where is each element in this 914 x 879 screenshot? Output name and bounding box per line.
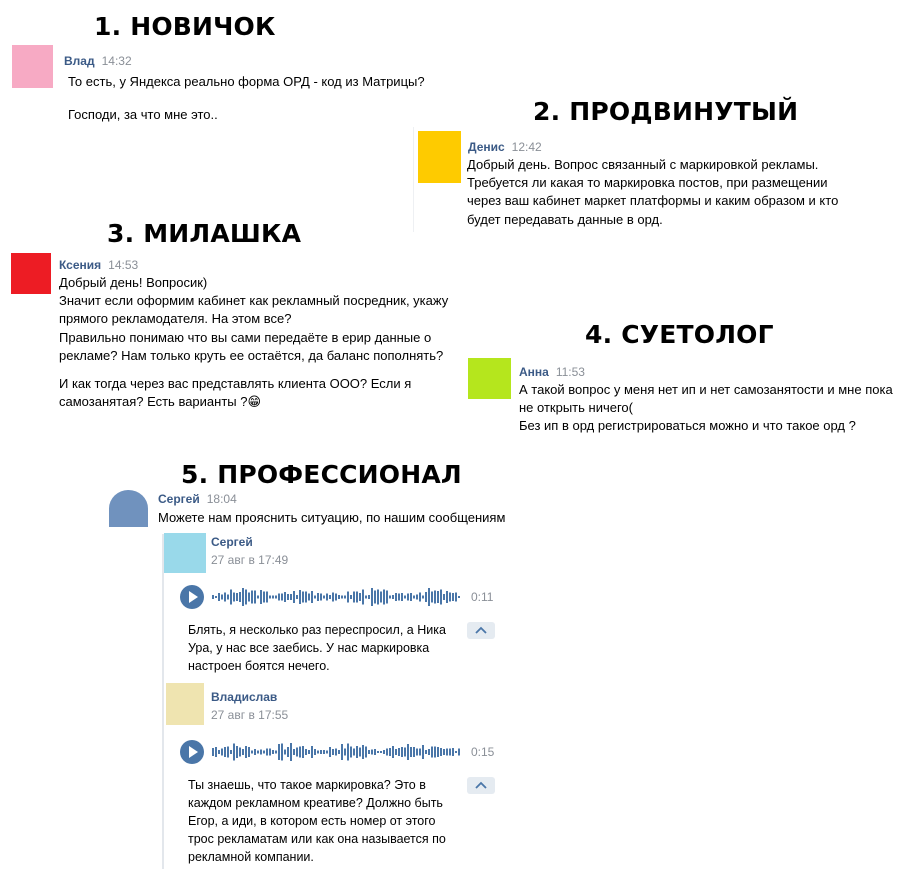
waveform-bar <box>374 591 376 604</box>
waveform-bar <box>245 746 247 758</box>
waveform-bar <box>326 751 328 754</box>
waveform-bar <box>242 749 244 755</box>
waveform-bar <box>356 592 358 603</box>
forwarded-author[interactable]: Сергей <box>211 535 253 549</box>
waveform-bar <box>437 747 439 757</box>
waveform-bar <box>422 596 424 599</box>
waveform-bar <box>380 592 382 603</box>
waveform-bar <box>269 596 271 599</box>
waveform-bar <box>401 593 403 601</box>
message-paragraph: Добрый день. Вопрос связанный с маркировкой рекламы. Требуется ли какая то маркировка постов, при размещении через ваш кабинет маркет платформы и каким образом и кто будет передавать данные в орд. <box>467 157 839 227</box>
waveform-bar <box>395 749 397 755</box>
waveform-bar <box>359 748 361 757</box>
waveform-bar <box>371 588 373 606</box>
waveform-bar <box>452 593 454 601</box>
waveform-bar <box>263 751 265 754</box>
author-name[interactable]: Влад <box>64 54 95 68</box>
waveform-bar <box>326 594 328 601</box>
waveform-bar <box>383 750 385 754</box>
waveform-bar <box>407 594 409 601</box>
waveform-bar <box>356 746 358 758</box>
waveform-bar <box>443 749 445 755</box>
waveform-bar <box>455 751 457 753</box>
waveform-bar <box>308 594 310 601</box>
waveform-bar <box>290 594 292 600</box>
waveform-bar <box>341 744 343 760</box>
waveform-bar <box>338 750 340 754</box>
waveform-bar <box>323 750 325 754</box>
message-time: 11:53 <box>555 365 585 379</box>
message-text <box>59 274 454 411</box>
waveform-bar <box>236 746 238 758</box>
waveform-bar <box>218 750 220 754</box>
divider <box>413 127 414 232</box>
waveform[interactable] <box>212 741 462 763</box>
message-time: 18:04 <box>206 492 237 506</box>
waveform-bar <box>422 745 424 759</box>
message-meta <box>519 365 585 379</box>
waveform-bar <box>350 595 352 599</box>
author-name[interactable]: Ксения <box>59 258 102 272</box>
waveform-bar <box>257 751 259 754</box>
waveform-bar <box>404 596 406 599</box>
heading-advanced: 2. ПРОДВИНУТЫЙ <box>533 97 799 126</box>
message-paragraph: То есть, у Яндекса реально форма ОРД - код из Матрицы? <box>68 74 425 89</box>
waveform-bar <box>431 747 433 758</box>
waveform-bar <box>299 747 301 758</box>
play-icon[interactable] <box>180 585 204 609</box>
forwarded-border <box>162 534 164 869</box>
message-paragraph: Без ип в орд регистрироваться можно и что такое орд ? <box>519 418 856 434</box>
waveform-bar <box>440 748 442 756</box>
waveform-bar <box>320 750 322 754</box>
waveform-bar <box>332 593 334 602</box>
message-time: 14:32 <box>101 54 132 68</box>
waveform-bar <box>314 596 316 599</box>
voice-transcript: Блять, я несколько раз переспросил, а Ника Ура, у нас все заебись. У нас маркировка настроен боятся нечего. <box>188 623 446 673</box>
waveform-bar <box>272 596 274 599</box>
waveform-bar <box>359 593 361 601</box>
waveform-bar <box>353 749 355 756</box>
waveform-bar <box>302 592 304 603</box>
waveform-bar <box>248 747 250 757</box>
waveform-bar <box>266 592 268 603</box>
waveform-bar <box>455 593 457 602</box>
author-name[interactable]: Анна <box>519 365 549 379</box>
waveform-bar <box>431 592 433 603</box>
waveform-bar <box>212 748 214 756</box>
avatar[interactable] <box>12 45 53 88</box>
waveform-bar <box>368 595 370 599</box>
waveform-bar <box>353 592 355 603</box>
waveform-bar <box>386 749 388 756</box>
waveform-bar <box>341 596 343 599</box>
waveform-bar <box>425 750 427 754</box>
message-text <box>68 73 448 124</box>
waveform-bar <box>239 748 241 757</box>
message-meta <box>64 54 132 68</box>
waveform-bar <box>302 746 304 758</box>
message-paragraph: Значит если оформим кабинет как рекламный посредник, укажу прямого рекламодателя. На этом все? <box>59 293 449 327</box>
waveform-bar <box>296 748 298 757</box>
waveform-bar <box>287 747 289 757</box>
waveform-bar <box>338 595 340 599</box>
waveform-bar <box>311 746 313 758</box>
waveform-bar <box>242 588 244 606</box>
waveform-bar <box>305 749 307 755</box>
waveform-bar <box>428 749 430 755</box>
chevron-up-icon <box>475 781 487 789</box>
waveform-bar <box>449 749 451 756</box>
waveform-bar <box>395 593 397 601</box>
message-text <box>467 156 862 229</box>
waveform-bar <box>329 595 331 599</box>
waveform-bar <box>299 590 301 604</box>
waveform-bar <box>320 594 322 601</box>
waveform-bar <box>416 749 418 756</box>
waveform-bar <box>416 595 418 600</box>
heading-professional: 5. ПРОФЕССИОНАЛ <box>181 460 462 489</box>
waveform-bar <box>296 595 298 599</box>
avatar[interactable] <box>418 131 461 183</box>
waveform-bar <box>443 594 445 600</box>
waveform-bar <box>263 592 265 603</box>
waveform-bar <box>368 750 370 754</box>
waveform-bar <box>425 592 427 602</box>
waveform-bar <box>365 596 367 599</box>
avatar[interactable] <box>11 253 51 294</box>
waveform-bar <box>251 751 253 754</box>
audio-duration: 0:11 <box>471 590 494 604</box>
waveform-bar <box>452 748 454 756</box>
waveform-bar <box>314 749 316 755</box>
waveform-bar <box>287 594 289 600</box>
waveform-bar <box>371 750 373 755</box>
play-icon[interactable] <box>180 740 204 764</box>
waveform-bar <box>323 596 325 599</box>
waveform-bar <box>413 596 415 599</box>
waveform-bar <box>458 749 460 756</box>
waveform-bar <box>380 751 382 753</box>
waveform-bar <box>344 749 346 756</box>
waveform-bar <box>227 747 229 758</box>
waveform-bar <box>281 594 283 601</box>
forwarded-author[interactable]: Владислав <box>211 690 278 704</box>
waveform-bar <box>254 749 256 755</box>
waveform-bar <box>290 743 292 761</box>
waveform-bar <box>437 591 439 603</box>
message-meta <box>59 258 138 272</box>
avatar[interactable] <box>468 358 511 399</box>
heading-novice: 1. НОВИЧОК <box>94 12 276 41</box>
waveform-bar <box>260 750 262 755</box>
forwarded-date[interactable]: 27 авг в 17:55 <box>211 708 289 722</box>
waveform-bar <box>293 749 295 755</box>
message-paragraph: Правильно понимаю что вы сами передаёте в ерир данные о рекламе? Нам только круть ее остаётся, да баланс пополнять? <box>59 329 444 363</box>
forwarded-avatar[interactable] <box>164 533 206 573</box>
waveform[interactable] <box>212 586 462 608</box>
waveform-bar <box>254 591 256 604</box>
waveform-bar <box>383 590 385 605</box>
waveform-bar <box>293 591 295 603</box>
waveform-bar <box>440 590 442 605</box>
waveform-bar <box>344 596 346 599</box>
waveform-bar <box>230 750 232 754</box>
avatar[interactable] <box>109 490 148 527</box>
collapse-transcript-button[interactable] <box>467 622 495 639</box>
message-time: 14:53 <box>108 258 139 272</box>
waveform-bar <box>248 593 250 602</box>
waveform-bar <box>392 595 394 599</box>
waveform-bar <box>272 750 274 754</box>
waveform-bar <box>392 746 394 758</box>
waveform-bar <box>221 595 223 600</box>
message-paragraph: И как тогда через вас представлять клиента ООО? Если я самозанятая? Есть варианты ?😁 <box>59 376 412 410</box>
waveform-bar <box>245 590 247 605</box>
waveform-bar <box>449 593 451 602</box>
message-meta <box>158 492 237 506</box>
waveform-bar <box>236 593 238 601</box>
waveform-bar <box>230 590 232 605</box>
waveform-bar <box>224 593 226 602</box>
waveform-bar <box>227 595 229 600</box>
waveform-bar <box>215 747 217 757</box>
waveform-bar <box>335 594 337 601</box>
waveform-bar <box>260 590 262 604</box>
waveform-bar <box>329 747 331 757</box>
waveform-bar <box>389 748 391 756</box>
author-name[interactable]: Сергей <box>158 492 200 506</box>
author-name[interactable]: Денис <box>468 140 505 154</box>
waveform-bar <box>410 593 412 601</box>
waveform-bar <box>347 592 349 603</box>
heading-cutie: 3. МИЛАШКА <box>107 219 302 248</box>
waveform-bar <box>332 749 334 755</box>
waveform-bar <box>311 591 313 603</box>
waveform-bar <box>275 751 277 754</box>
waveform-bar <box>269 749 271 756</box>
message-paragraph: Господи, за что мне это.. <box>68 107 218 123</box>
waveform-bar <box>215 596 217 598</box>
message-paragraph: Добрый день! Вопросик) <box>59 275 208 290</box>
waveform-bar <box>233 593 235 602</box>
message-paragraph: Можете нам прояснить ситуацию, по нашим сообщениям <box>158 510 506 525</box>
waveform-bar <box>239 592 241 602</box>
voice-transcript: Ты знаешь, что такое маркировка? Это в каждом рекламном креативе? Должно быть Егор, а иди, в котором есть номер от этого трос рекламатам или как она называется по рекламной компании. <box>188 778 446 864</box>
waveform-bar <box>347 744 349 761</box>
waveform-bar <box>419 593 421 602</box>
waveform-bar <box>284 592 286 602</box>
waveform-bar <box>278 594 280 601</box>
message-text <box>519 381 909 436</box>
waveform-bar <box>365 747 367 758</box>
audio-duration: 0:15 <box>471 745 495 759</box>
message-time: 12:42 <box>511 140 542 154</box>
waveform-bar <box>362 590 364 605</box>
forwarded-avatar[interactable] <box>166 683 204 725</box>
waveform-bar <box>257 596 259 599</box>
waveform-bar <box>362 745 364 759</box>
waveform-bar <box>218 593 220 601</box>
waveform-bar <box>251 591 253 604</box>
waveform-bar <box>413 747 415 757</box>
waveform-bar <box>419 749 421 756</box>
waveform-bar <box>275 596 277 599</box>
waveform-bar <box>446 749 448 756</box>
waveform-bar <box>377 590 379 605</box>
waveform-bar <box>407 744 409 760</box>
waveform-bar <box>224 747 226 757</box>
collapse-transcript-button[interactable] <box>467 777 495 794</box>
waveform-bar <box>458 596 460 598</box>
waveform-bar <box>317 751 319 754</box>
waveform-bar <box>284 750 286 755</box>
waveform-bar <box>212 595 214 599</box>
waveform-bar <box>446 591 448 603</box>
message-meta <box>468 140 542 154</box>
waveform-bar <box>398 594 400 601</box>
waveform-bar <box>350 747 352 758</box>
waveform-bar <box>281 744 283 761</box>
waveform-bar <box>398 748 400 756</box>
waveform-bar <box>389 596 391 599</box>
waveform-bar <box>434 591 436 604</box>
waveform-bar <box>386 591 388 604</box>
waveform-bar <box>317 593 319 601</box>
waveform-bar <box>434 747 436 758</box>
waveform-bar <box>374 749 376 755</box>
waveform-bar <box>428 588 430 606</box>
heading-fussy: 4. СУЕТОЛОГ <box>585 320 774 349</box>
waveform-bar <box>233 744 235 761</box>
waveform-bar <box>377 751 379 753</box>
waveform-bar <box>404 748 406 757</box>
message-text <box>158 509 538 527</box>
message-paragraph: А такой вопрос у меня нет ип и нет самозанятости и мне пока не открыть ничего( <box>519 382 893 416</box>
waveform-bar <box>278 744 280 760</box>
waveform-bar <box>221 749 223 756</box>
waveform-bar <box>305 592 307 603</box>
waveform-bar <box>308 750 310 754</box>
waveform-bar <box>410 747 412 757</box>
chevron-up-icon <box>475 626 487 634</box>
forwarded-date[interactable]: 27 авг в 17:49 <box>211 553 289 567</box>
waveform-bar <box>335 749 337 756</box>
waveform-bar <box>401 747 403 757</box>
waveform-bar <box>266 749 268 756</box>
